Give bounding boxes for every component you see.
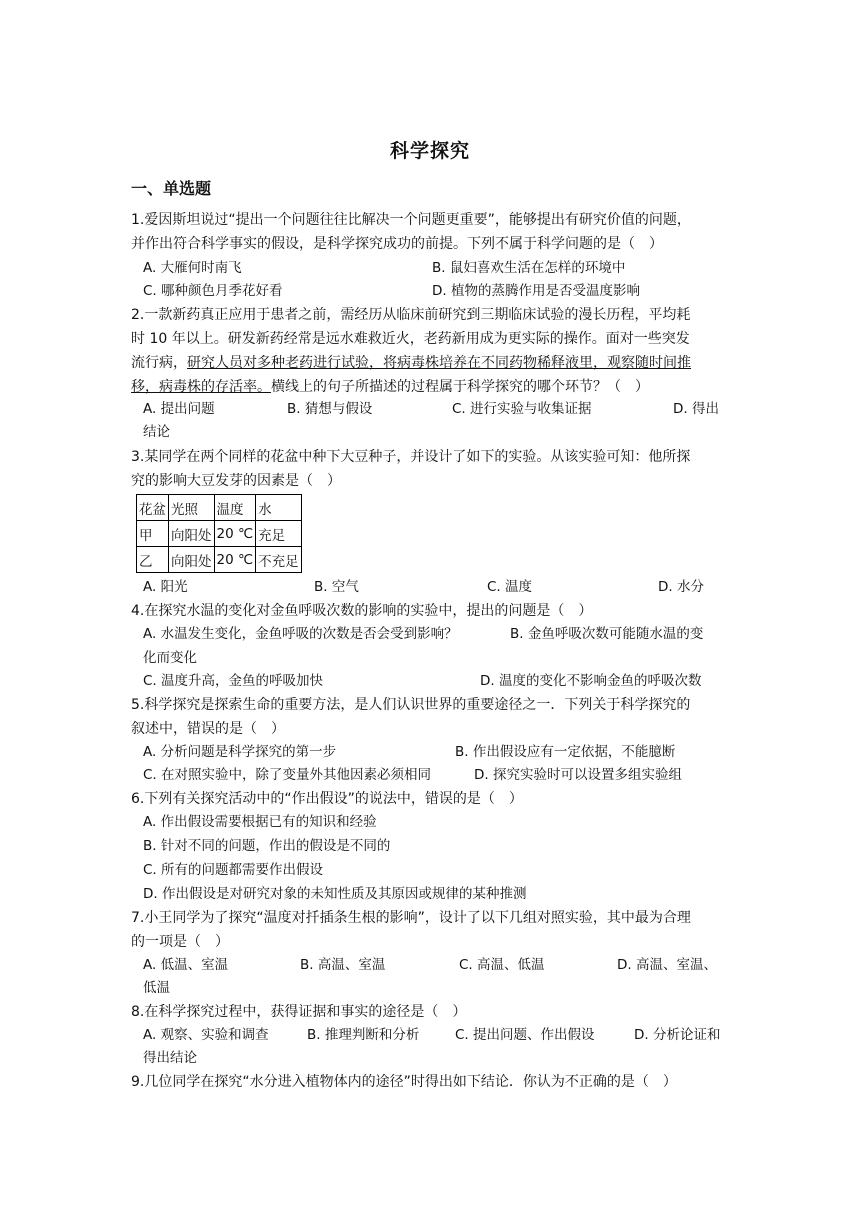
- q2-option-d: D. 得出: [673, 401, 719, 417]
- q3-stem-line-2: 究的影响大豆发芽的因素是（ ）: [131, 473, 341, 489]
- table-cell: 20 ℃: [214, 521, 256, 547]
- table-header-cell: 温度: [214, 495, 256, 521]
- q5-option-d: D. 探究实验时可以设置多组实验组: [474, 767, 682, 783]
- table-header-cell: 光照: [169, 495, 215, 521]
- table-cell: 向阳处: [169, 547, 215, 573]
- q3-stem-line-1: 3.某同学在两个同样的花盆中种下大豆种子，并设计了如下的实验。从该实验可知：他所探: [131, 449, 691, 465]
- q7-stem-line-2: 的一项是（ ）: [131, 934, 229, 950]
- q8-option-b: B. 推理判断和分析: [307, 1027, 420, 1043]
- q2-stem-line-1: 2.一款新药真正应用于患者之前，需经历从临床前研究到三期临床试验的漫长历程，平均耗: [131, 307, 691, 323]
- q1-option-d: D. 植物的蒸腾作用是否受温度影响: [432, 283, 640, 299]
- table-row: [137, 547, 302, 573]
- section-heading: 一、单选题: [131, 179, 212, 198]
- q4-option-b-wrap: 化而变化: [143, 650, 197, 666]
- q8-option-d: D. 分析论证和: [634, 1027, 721, 1043]
- q1-option-a: A. 大雁何时南飞: [143, 260, 242, 276]
- q6-option-d: D. 作出假设是对研究对象的未知性质及其原因或规律的某种推测: [143, 886, 527, 902]
- page-title: 科学探究: [389, 140, 470, 162]
- q7-option-c: C. 高温、低温: [459, 957, 545, 973]
- q7-stem-line-1: 7.小王同学为了探究“温度对扦插条生根的影响”，设计了以下几组对照实验，其中最为合理: [131, 910, 691, 926]
- q2-stem-text: 流行病，: [131, 355, 187, 371]
- table-cell: 甲: [137, 521, 169, 547]
- q2-option-d-wrap: 结论: [143, 424, 170, 440]
- q5-option-a: A. 分析问题是科学探究的第一步: [143, 744, 337, 760]
- q4-option-c: C. 温度升高，金鱼的呼吸加快: [143, 673, 324, 689]
- q1-option-c: C. 哪种颜色月季花好看: [143, 283, 283, 299]
- table-cell: 乙: [137, 547, 169, 573]
- q2-underlined-text: 研究人员对多种老药进行试验，将病毒株培养在不同药物稀释液里，观察随时间推: [187, 355, 691, 371]
- q5-stem-line-2: 叙述中，错误的是（ ）: [131, 721, 285, 737]
- q4-option-a: A. 水温发生变化，金鱼呼吸的次数是否会受到影响？: [143, 626, 458, 642]
- q4-stem-line-1: 4.在探究水温的变化对金鱼呼吸次数的影响的实验中，提出的问题是（ ）: [131, 603, 593, 619]
- table-cell: 20 ℃: [214, 547, 256, 573]
- q7-option-a: A. 低温、室温: [143, 957, 229, 973]
- q5-option-b: B. 作出假设应有一定依据，不能臆断: [455, 744, 676, 760]
- q2-stem-line-3: [131, 351, 731, 375]
- q2-stem-line-2: 时 10 年以上。研发新药经常是远水难救近火，老药新用成为更实际的操作。面对一些突发: [131, 331, 690, 347]
- table-cell: 充足: [256, 521, 302, 547]
- q5-option-c: C. 在对照实验中，除了变量外其他因素必须相同: [143, 767, 432, 783]
- q8-option-c: C. 提出问题、作出假设: [455, 1027, 595, 1043]
- q2-option-a: A. 提出问题: [143, 401, 215, 417]
- q7-option-b: B. 高温、室温: [300, 957, 386, 973]
- q1-stem-line-1: 1.爱因斯坦说过“提出一个问题往往比解决一个问题更重要”，能够提出有研究价值的问题，: [131, 212, 691, 228]
- table-cell: 向阳处: [169, 521, 215, 547]
- q1-option-b: B. 鼠妇喜欢生活在怎样的环境中: [432, 260, 626, 276]
- q8-option-a: A. 观察、实验和调查: [143, 1027, 269, 1043]
- q7-option-d-wrap: 低温: [143, 980, 170, 996]
- q5-stem-line-1: 5.科学探究是探索生命的重要方法，是人们认识世界的重要途径之一．下列关于科学探究的: [131, 697, 691, 713]
- q3-option-a: A. 阳光: [143, 579, 188, 595]
- q2-question-text: 横线上的句子所描述的过程属于科学探究的哪个环节？（ ）: [271, 379, 649, 395]
- q6-option-c: C. 所有的问题都需要作出假设: [143, 862, 324, 878]
- q6-option-a: A. 作出假设需要根据已有的知识和经验: [143, 814, 377, 830]
- q9-stem-line-1: 9.几位同学在探究“水分进入植物体内的途径”时得出如下结论．你认为不正确的是（ ）: [131, 1074, 677, 1090]
- q2-stem-line-4: [131, 375, 731, 399]
- q1-stem-line-2: 并作出符合科学事实的假设，是科学探究成功的前提。下列不属于科学问题的是（ ）: [131, 236, 663, 252]
- table-header-row: [137, 495, 302, 521]
- q6-stem-line-1: 6.下列有关探究活动中的“作出假设”的说法中，错误的是（ ）: [131, 791, 523, 807]
- q4-option-b: B. 金鱼呼吸次数可能随水温的变: [510, 626, 704, 642]
- q6-option-b: B. 针对不同的问题，作出的假设是不同的: [143, 838, 391, 854]
- q8-stem-line-1: 8.在科学探究过程中，获得证据和事实的途径是（ ）: [131, 1004, 467, 1020]
- q2-underlined-text-end: 移，病毒株的存活率。: [131, 379, 271, 395]
- experiment-table: [136, 494, 302, 573]
- q8-option-d-wrap: 得出结论: [143, 1050, 197, 1066]
- q2-option-c: C. 进行实验与收集证据: [452, 401, 592, 417]
- table-cell: 不充足: [256, 547, 302, 573]
- table-header-cell: 花盆: [137, 495, 169, 521]
- q7-option-d: D. 高温、室温、: [617, 957, 717, 973]
- q3-option-c: C. 温度: [487, 579, 533, 595]
- table-header-cell: 水: [256, 495, 302, 521]
- q3-option-d: D. 水分: [658, 579, 704, 595]
- table-row: [137, 521, 302, 547]
- q4-option-d: D. 温度的变化不影响金鱼的呼吸次数: [480, 673, 702, 689]
- q2-option-b: B. 猜想与假设: [287, 401, 373, 417]
- q3-option-b: B. 空气: [314, 579, 359, 595]
